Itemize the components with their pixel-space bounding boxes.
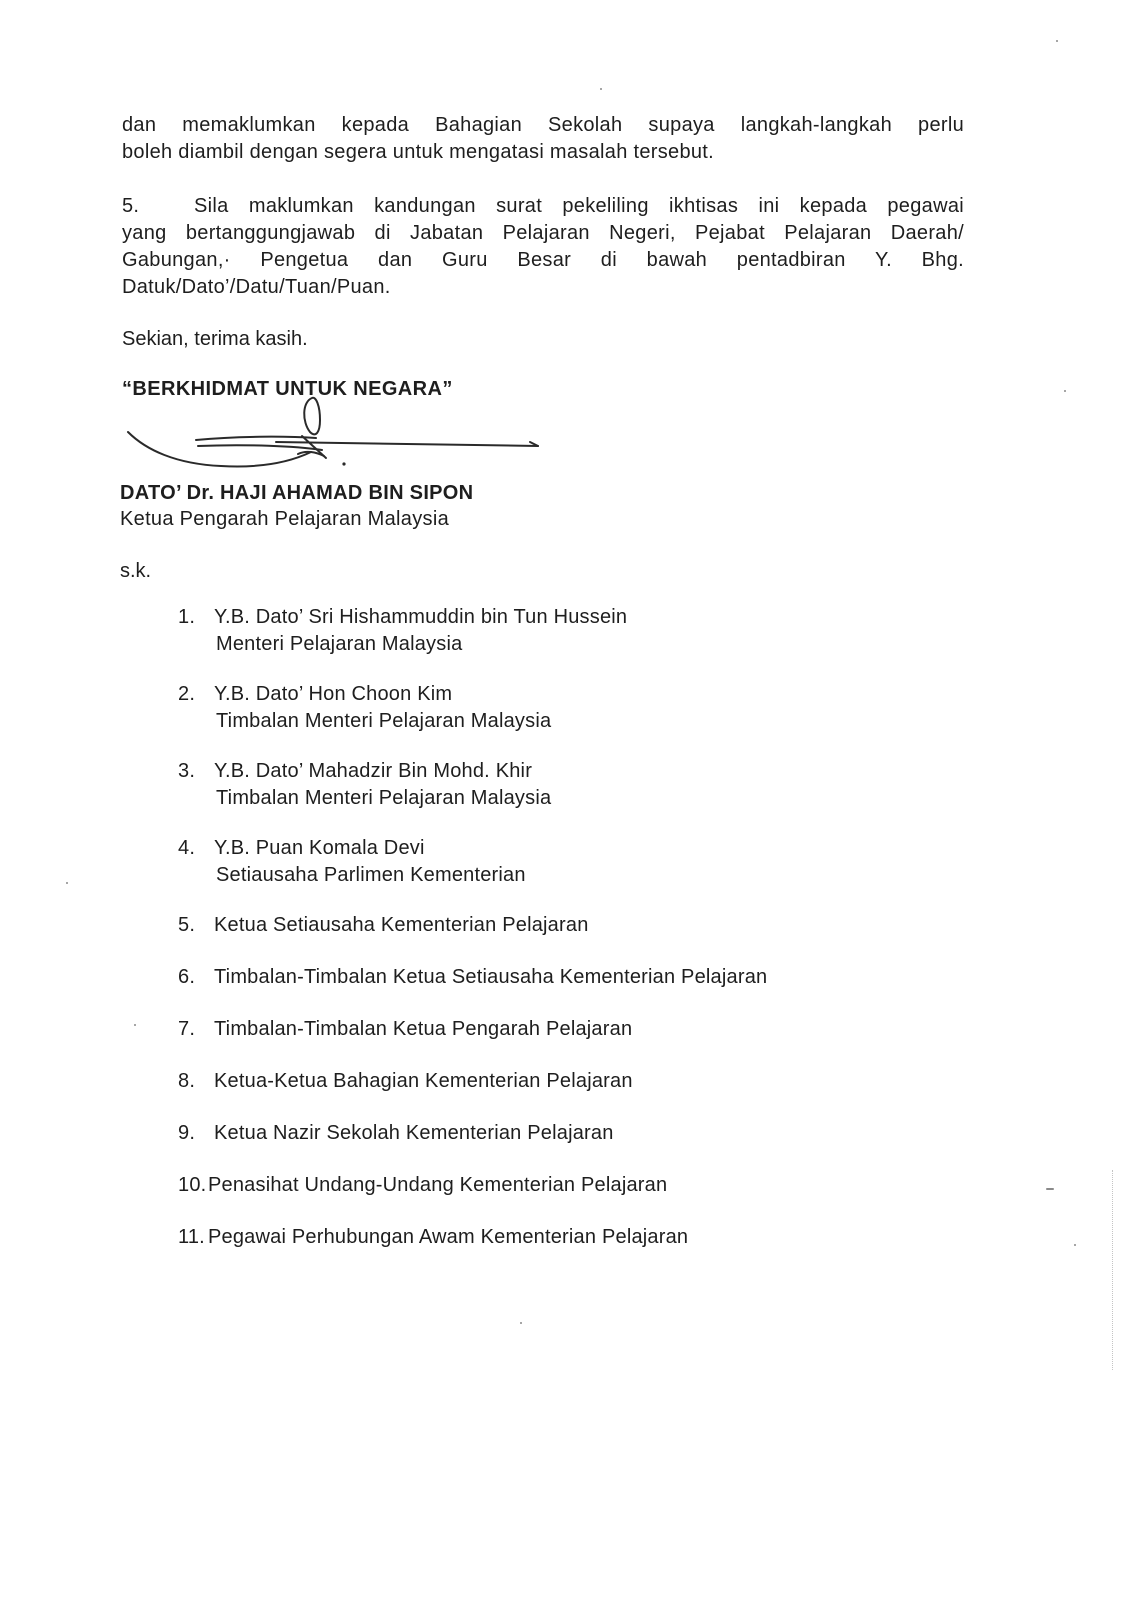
cc-item-name: Y.B. Dato’ Hon Choon Kim [214, 683, 453, 705]
cc-item-number: 7. [178, 1018, 196, 1040]
scan-speck [134, 1024, 136, 1026]
cc-item-8 [178, 1068, 978, 1095]
cc-item-number: 10. [178, 1174, 207, 1196]
cc-item-number: 8. [178, 1070, 196, 1092]
cc-item-9 [178, 1120, 978, 1147]
cc-item-name: Timbalan-Timbalan Ketua Setiausaha Kementerian Pelajaran [214, 966, 768, 988]
scan-speck [1056, 40, 1058, 42]
cc-item-4 [178, 835, 978, 889]
cc-item-5 [178, 912, 978, 939]
cc-item-number: 5. [178, 914, 196, 936]
signer-title: Ketua Pengarah Pelajaran Malaysia [120, 508, 449, 530]
cc-item-10 [178, 1172, 978, 1199]
continuation-line-1: dan memaklumkan kepada Bahagian Sekolah supaya langkah-langkah perlu [122, 114, 964, 136]
cc-item-11 [178, 1224, 978, 1251]
scan-speck [1046, 1188, 1054, 1190]
cc-item-3 [178, 758, 978, 812]
continuation-paragraph [122, 112, 964, 166]
paragraph-5 [122, 193, 964, 301]
cc-item-number: 4. [178, 837, 196, 859]
cc-item-1 [178, 604, 978, 658]
cc-item-number: 9. [178, 1122, 196, 1144]
scan-edge-marks [1108, 1170, 1113, 1370]
cc-item-position: Timbalan Menteri Pelajaran Malaysia [216, 710, 552, 732]
scan-speck [1064, 390, 1066, 392]
cc-item-7 [178, 1016, 978, 1043]
cc-item-name: Y.B. Dato’ Sri Hishammuddin bin Tun Hussein [214, 606, 628, 628]
paragraph-5-line-1 [122, 193, 964, 220]
paragraph-5-line-2: yang bertanggungjawab di Jabatan Pelajaran Negeri, Pejabat Pelajaran Daerah/ [122, 222, 964, 244]
cc-item-name: Ketua-Ketua Bahagian Kementerian Pelajaran [214, 1070, 633, 1092]
continuation-line-2: boleh diambil dengan segera untuk mengatasi masalah tersebut. [122, 141, 715, 163]
cc-item-name: Ketua Setiausaha Kementerian Pelajaran [214, 914, 589, 936]
signature-graphic [126, 392, 556, 482]
cc-label: s.k. [120, 560, 152, 582]
cc-item-number: 2. [178, 683, 196, 705]
paragraph-5-line-4: Datuk/Dato’/Datu/Tuan/Puan. [122, 276, 391, 298]
paragraph-5-line-3: Gabungan,· Pengetua dan Guru Besar di bawah pentadbiran Y. Bhg. [122, 249, 964, 271]
paragraph-5-line-1-text: Sila maklumkan kandungan surat pekeliling ikhtisas ini kepada pegawai [194, 195, 964, 217]
cc-item-number: 3. [178, 760, 196, 782]
cc-item-2 [178, 681, 978, 735]
scan-speck [1074, 1244, 1076, 1246]
cc-item-name: Y.B. Puan Komala Devi [214, 837, 425, 859]
scan-speck [520, 1322, 522, 1324]
cc-item-6 [178, 964, 978, 991]
cc-item-number: 11. [178, 1226, 205, 1248]
motto: “BERKHIDMAT UNTUK NEGARA” [122, 378, 453, 400]
cc-item-number: 6. [178, 966, 196, 988]
cc-item-name: Y.B. Dato’ Mahadzir Bin Mohd. Khir [214, 760, 533, 782]
cc-item-position: Timbalan Menteri Pelajaran Malaysia [216, 787, 552, 809]
scan-speck [600, 88, 602, 90]
cc-item-number: 1. [178, 606, 196, 628]
cc-item-name: Timbalan-Timbalan Ketua Pengarah Pelajaran [214, 1018, 633, 1040]
cc-item-position: Menteri Pelajaran Malaysia [216, 633, 463, 655]
cc-item-name: Ketua Nazir Sekolah Kementerian Pelajaran [214, 1122, 614, 1144]
cc-item-name: Penasihat Undang-Undang Kementerian Pelajaran [208, 1174, 668, 1196]
cc-item-position: Setiausaha Parlimen Kementerian [216, 864, 526, 886]
signer-name: DATO’ Dr. HAJI AHAMAD BIN SIPON [120, 482, 474, 504]
closing-line: Sekian, terima kasih. [122, 328, 308, 350]
scan-speck [66, 882, 68, 884]
cc-item-name: Pegawai Perhubungan Awam Kementerian Pelajaran [208, 1226, 689, 1248]
paragraph-5-number: 5. [122, 195, 140, 217]
